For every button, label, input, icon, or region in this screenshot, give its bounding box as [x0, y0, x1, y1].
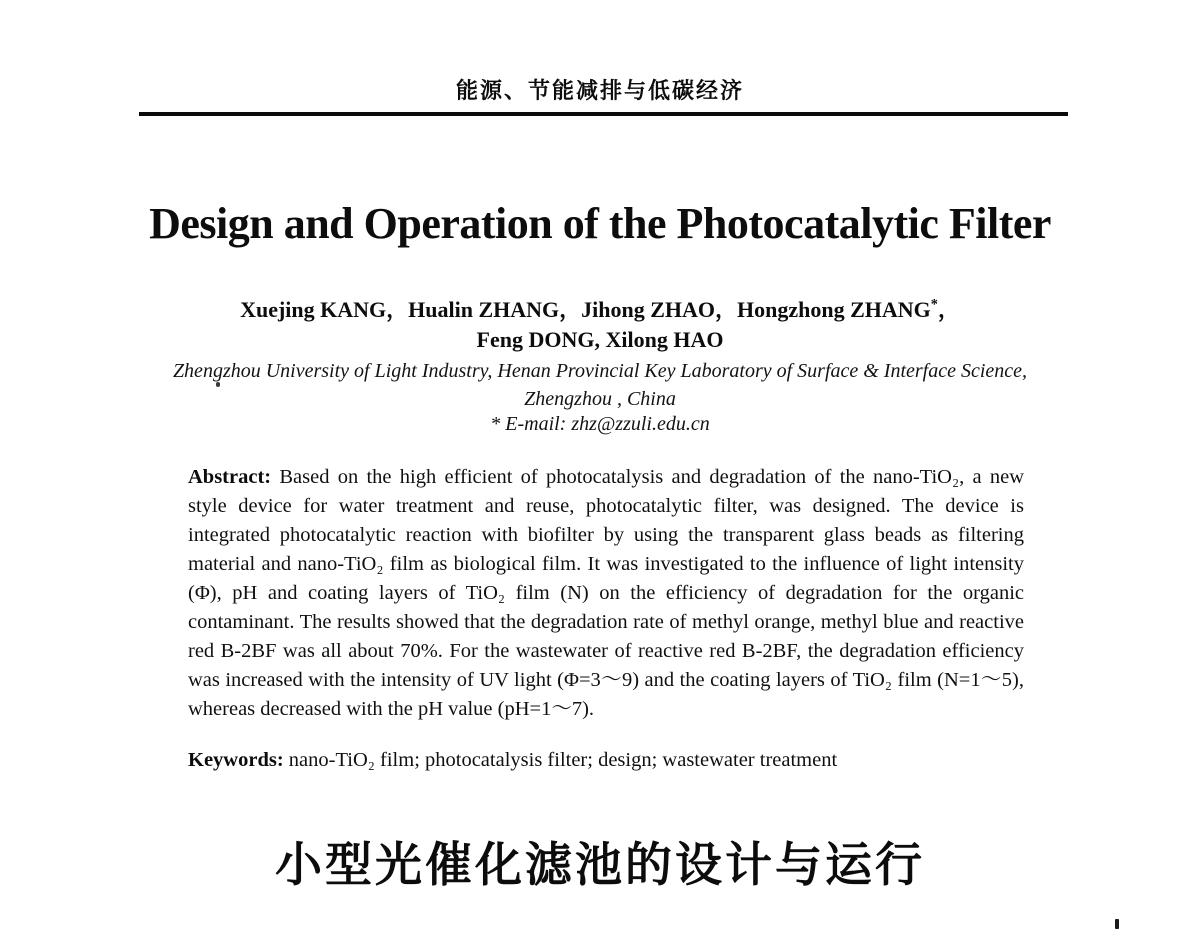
header-rule — [139, 112, 1068, 116]
affiliation-line-2: Zhengzhou , China — [524, 388, 676, 410]
keywords-line — [188, 746, 1024, 775]
keywords-label: Keywords: — [188, 749, 284, 771]
abstract-paragraph — [188, 463, 1024, 724]
abstract-label: Abstract: — [188, 466, 272, 488]
corresponding-author-mark: * — [930, 296, 938, 313]
affiliation-line-1: Zhengzhou University of Light Industry, Henan Provincial Key Laboratory of Surface & Interface Science, — [172, 360, 1028, 382]
authors-line1-tail: ， — [937, 297, 960, 322]
scan-speck — [216, 382, 220, 387]
scan-artifact — [1115, 919, 1119, 929]
journal-running-head: 能源、节能减排与低碳经济 — [455, 78, 744, 103]
abstract-text: Based on the high efficient of photocatalysis and degradation of the nano-TiO₂, a new style device for water treatment and reuse, photocatalytic filter, was designed. The device is integrated photocatalytic reaction with biofilter by using the transparent glass beads as filtering material and nano-TiO₂ film as biological film. It was investigated to the influence of light intensity (Φ), pH and coating layers of TiO₂ film (N) on the efficiency of degradation for the organic contaminant. The results showed that the degradation rate of methyl orange, methyl blue and reactive red B-2BF was all about 70%. For the wastewater of reactive red B-2BF, the degradation efficiency was increased with the intensity of UV light (Φ=3～9) and the coating layers of TiO₂ film (N=1～5), whereas decreased with the pH value (pH=1～7). — [188, 466, 1024, 720]
paper-title: Design and Operation of the Photocatalytic Filter — [149, 199, 1051, 248]
authors-line-2: Feng DONG, Xilong HAO — [476, 327, 724, 352]
authors-names: Xuejing KANG，Hualin ZHANG，Jihong ZHAO，Hongzhong ZHANG — [240, 297, 931, 322]
chinese-title: 小型光催化滤池的设计与运行 — [275, 838, 925, 891]
corresponding-email: * E-mail: zhz@zzuli.edu.cn — [490, 413, 710, 435]
authors-line-1 — [0, 293, 1200, 324]
keywords-text: nano-TiO₂ film; photocatalysis filter; design; wastewater treatment — [283, 749, 838, 771]
